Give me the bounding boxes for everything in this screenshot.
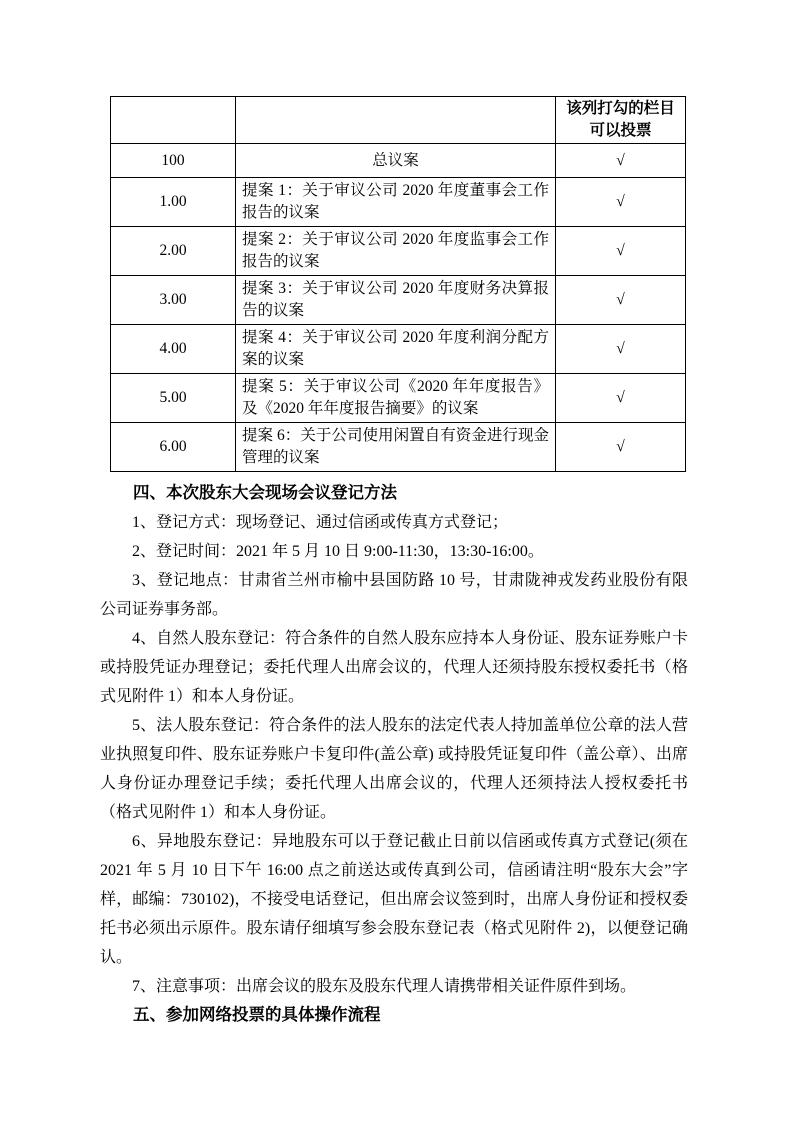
header-vote-column-label: 该列打勾的栏目可以投票 [556, 97, 686, 144]
table-row [111, 227, 686, 276]
vote-check-mark: √ [556, 144, 686, 178]
table-row [111, 276, 686, 325]
legal-person-registration-paragraph: 5、法人股东登记：符合条件的法人股东的法定代表人持加盖单位公章的法人营业执照复印件、股东证券账户卡复印件(盖公章) 或持股凭证复印件（盖公章）、出席人身份证办理登记手续；委托代理人出席会议的，代理人还须持法人授权委托书（格式见附件 1）和本人身份证。 [100, 717, 688, 821]
table-header-row [111, 97, 686, 144]
section5-heading: 五、参加网络投票的具体操作流程 [133, 1006, 381, 1024]
vote-check-mark: √ [556, 423, 686, 472]
proposal-voting-table [110, 96, 686, 472]
header-code-cell [111, 97, 236, 144]
registration-place-paragraph: 3、登记地点：甘肃省兰州市榆中县国防路 10 号，甘肃陇神戎发药业股份有限公司证券事务部。 [100, 572, 688, 618]
table-row [111, 178, 686, 227]
proposal-name: 提案 4：关于审议公司 2020 年度利润分配方案的议案 [236, 325, 556, 374]
proposal-code: 1.00 [111, 178, 236, 227]
proposal-code: 3.00 [111, 276, 236, 325]
proposal-code: 4.00 [111, 325, 236, 374]
vote-check-mark: √ [556, 227, 686, 276]
registration-time-paragraph: 2、登记时间：2021 年 5 月 10 日 9:00-11:30，13:30-16:00。 [132, 543, 544, 560]
proposal-name: 提案 1：关于审议公司 2020 年度董事会工作报告的议案 [236, 178, 556, 227]
proposal-code: 5.00 [111, 374, 236, 423]
proposal-name: 提案 6：关于公司使用闲置自有资金进行现金管理的议案 [236, 423, 556, 472]
proposal-code: 100 [111, 144, 236, 178]
proposal-name: 总议案 [236, 144, 556, 178]
natural-person-registration-paragraph: 4、自然人股东登记：符合条件的自然人股东应持本人身份证、股东证券账户卡或持股凭证办理登记；委托代理人出席会议的，代理人还须持股东授权委托书（格式见附件 1）和本人身份证。 [100, 630, 688, 705]
table-row [111, 374, 686, 423]
vote-check-mark: √ [556, 325, 686, 374]
notes-paragraph: 7、注意事项：出席会议的股东及股东代理人请携带相关证件原件到场。 [132, 978, 637, 995]
registration-method-paragraph: 1、登记方式：现场登记、通过信函或传真方式登记； [132, 514, 509, 531]
section4-heading: 四、本次股东大会现场会议登记方法 [133, 484, 397, 502]
proposal-name: 提案 3：关于审议公司 2020 年度财务决算报告的议案 [236, 276, 556, 325]
table-row [111, 325, 686, 374]
vote-check-mark: √ [556, 276, 686, 325]
proposal-code: 6.00 [111, 423, 236, 472]
vote-check-mark: √ [556, 178, 686, 227]
vote-check-mark: √ [556, 374, 686, 423]
proposal-code: 2.00 [111, 227, 236, 276]
header-name-cell [236, 97, 556, 144]
proposal-name: 提案 5：关于审议公司《2020 年年度报告》及《2020 年年度报告摘要》的议案 [236, 374, 556, 423]
table-row [111, 423, 686, 472]
remote-shareholder-registration-paragraph: 6、异地股东登记：异地股东可以于登记截止日前以信函或传真方式登记(须在 2021 年 5 月 10 日下午 16:00 点之前送达或传真到公司，信函请注明“股东大会”字样，邮编：730102)，不接受电话登记，但出席会议签到时，出席人身份证和授权委托书必须出示原件。股东请仔细填写参会股东登记表（格式见附件 2)，以便登记确认。 [100, 833, 688, 966]
table-row [111, 144, 686, 178]
proposal-name: 提案 2：关于审议公司 2020 年度监事会工作报告的议案 [236, 227, 556, 276]
